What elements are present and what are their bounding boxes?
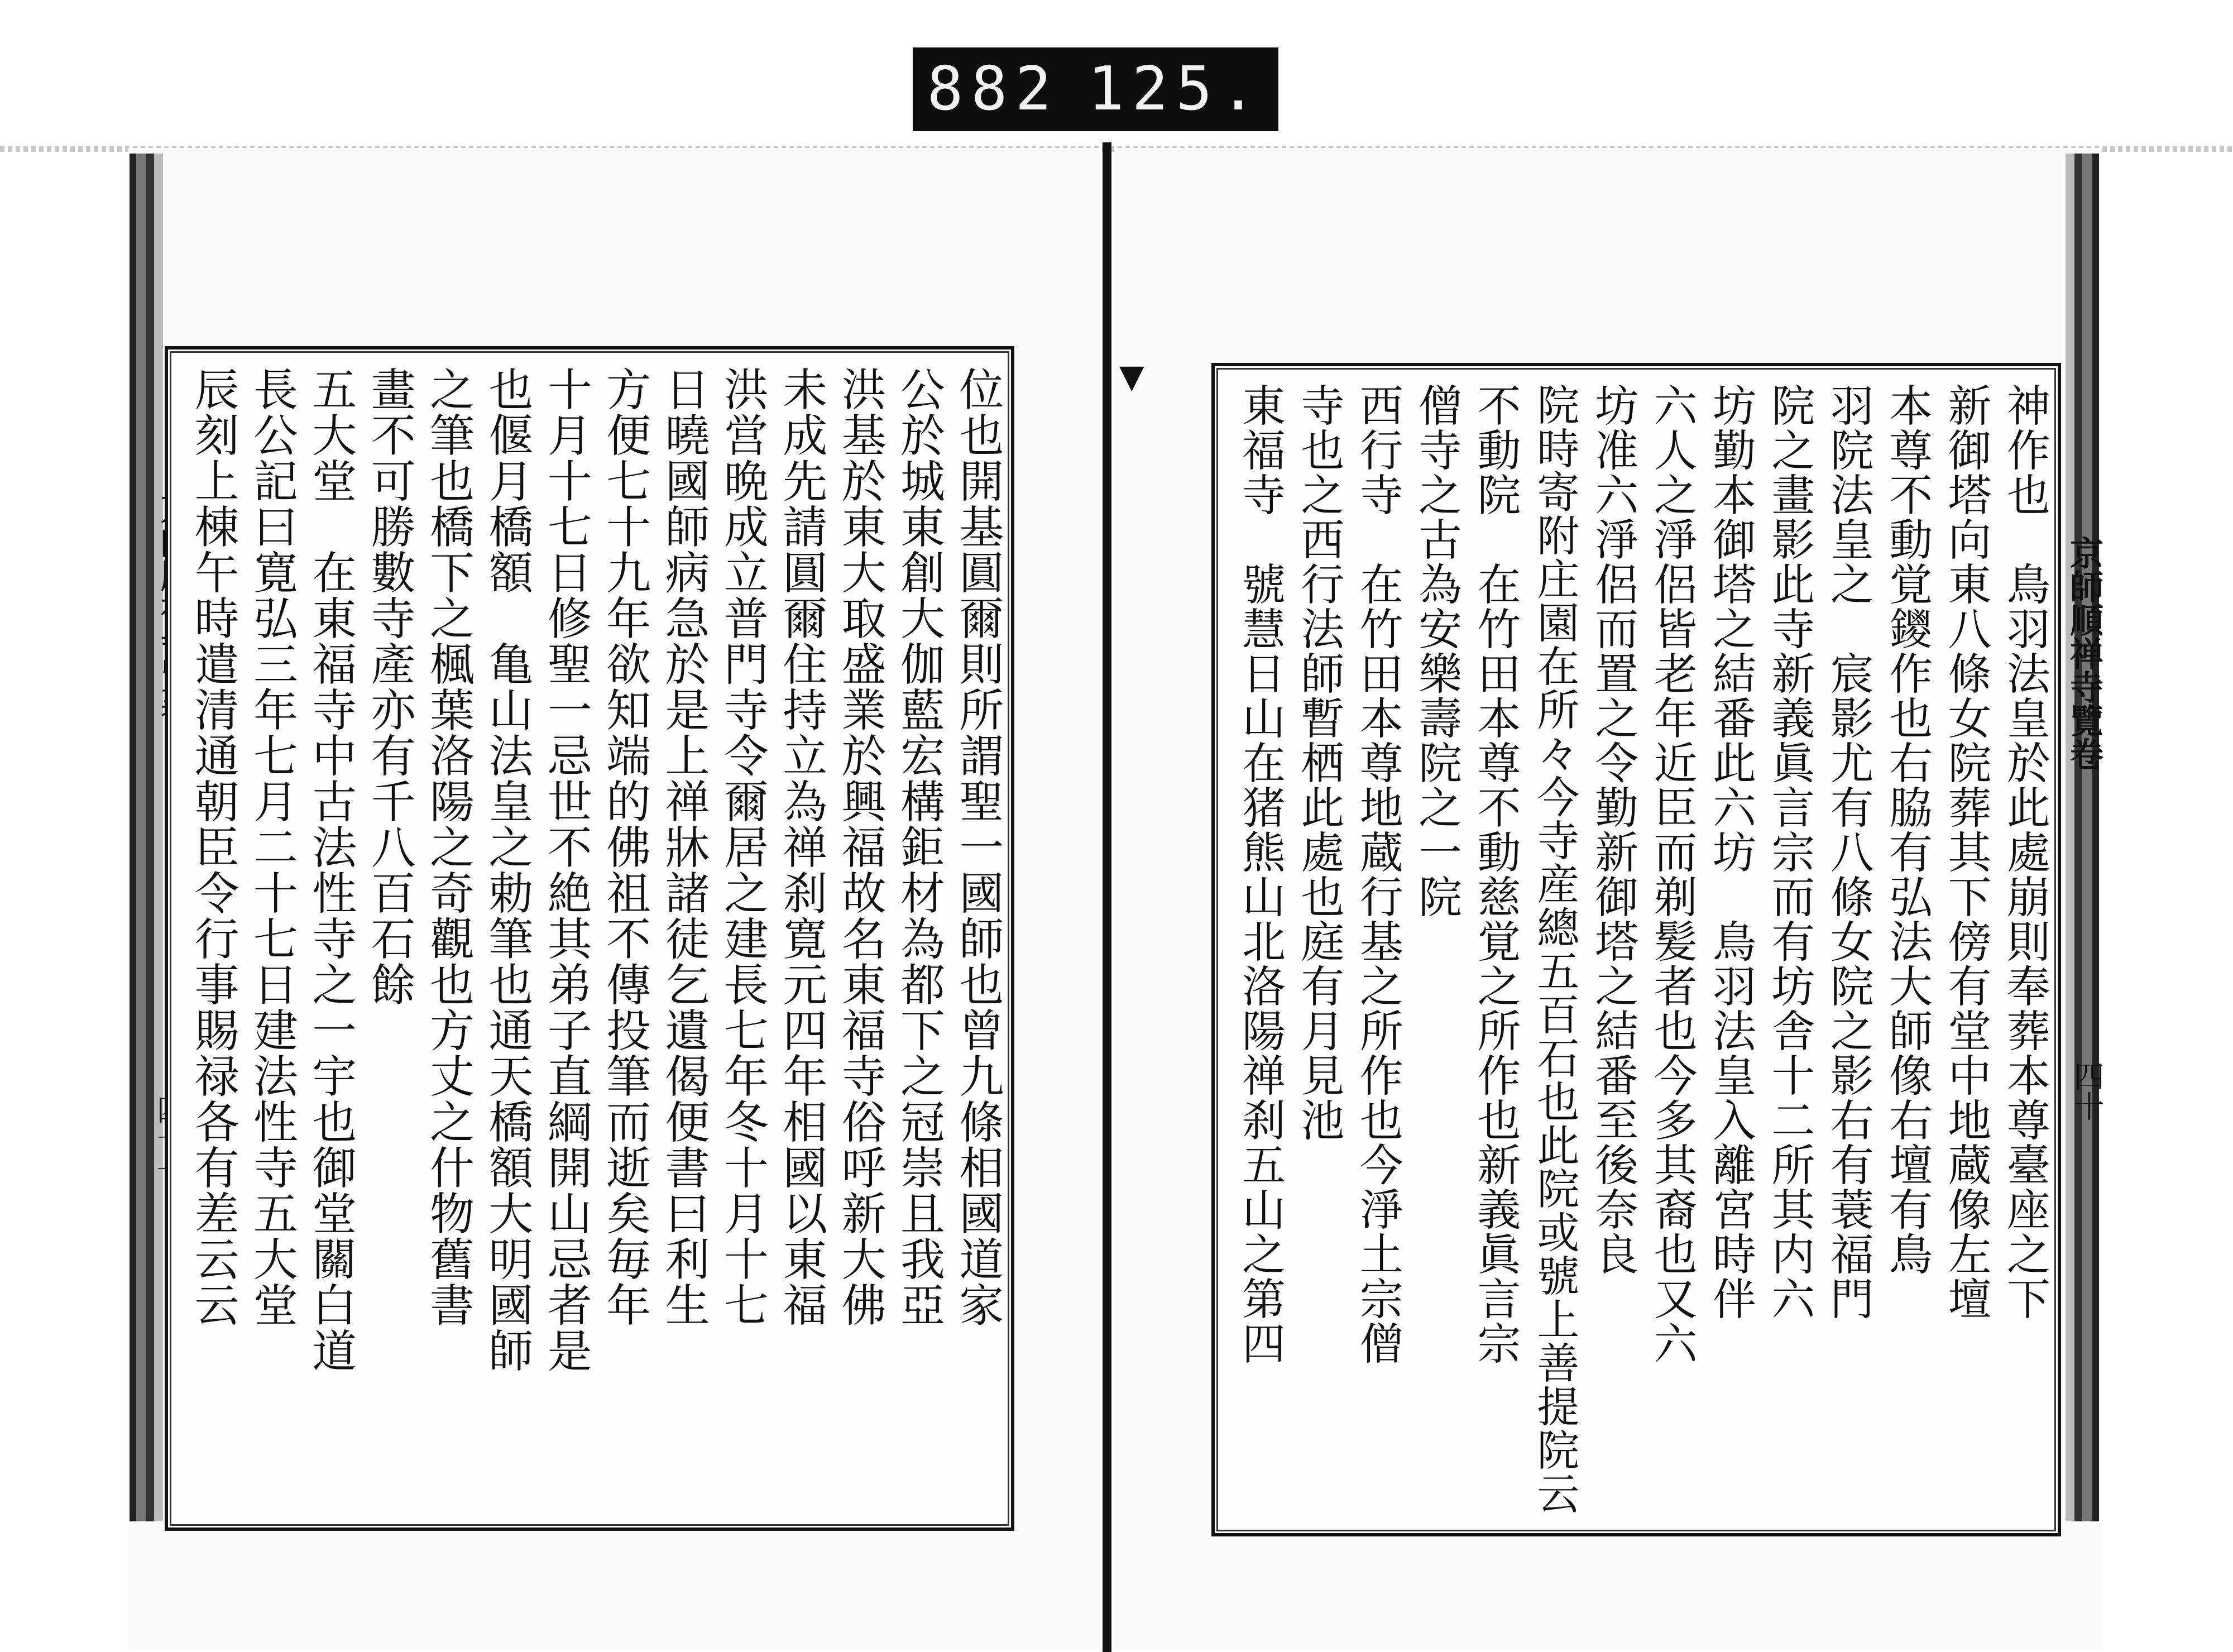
left-column-1: 位也開基圓爾則所謂聖一國師也曾九條相國道家 <box>951 366 1004 1328</box>
right-column-8: 坊准六淨侶而置之令勤新御塔之結番至後奈良 <box>1588 383 1638 1276</box>
right-text-columns <box>1226 383 2050 1516</box>
left-column-14: 辰刻上棟午時遣清通朝臣令行事賜禄各有差云云 <box>187 366 239 1328</box>
left-column-6: 日曉國師病急於是上禅牀諸徒乞遺偈便書曰利生 <box>658 366 710 1328</box>
left-column-3: 洪基於東大取盛業於興福故名東福寺俗呼新大佛 <box>834 366 887 1328</box>
right-column-1: 神作也 鳥羽法皇於此處崩則奉葬本尊臺座之下 <box>1999 383 2050 1321</box>
left-column-8: 十月十七日修聖一忌世不絶其弟子直綱開山忌者是 <box>540 366 592 1373</box>
left-column-4: 未成先請圓爾住持立為禅刹寛元四年相國以東福 <box>775 366 827 1328</box>
left-column-10: 之筆也橋下之楓葉洛陽之奇觀也方丈之什物舊書 <box>422 366 475 1328</box>
left-column-2: 公於城東創大伽藍宏構鉅材為都下之冠崇且我亞 <box>893 366 945 1328</box>
archive-number-left: 882 <box>927 54 1060 124</box>
right-column-11: 僧寺之古為安樂壽院之一院 <box>1411 383 1462 919</box>
left-page-edge <box>130 154 163 1521</box>
right-column-5: 院之畫影此寺新義眞言宗而有坊舎十二所其内六 <box>1764 383 1815 1321</box>
right-column-6: 坊勤本御塔之結番此六坊 鳥羽法皇入離宮時伴 <box>1705 383 1756 1321</box>
right-column-7: 六人之淨侶皆老年近臣而剃髪者也今多其裔也又六 <box>1646 383 1697 1366</box>
left-column-13: 長公記曰寛弘三年七月二十七日建法性寺五大堂 <box>246 366 298 1328</box>
right-column-14: 東福寺 號慧日山在猪熊山北洛陽禅刹五山之第四 <box>1235 383 1285 1366</box>
left-column-12: 五大堂 在東福寺中古法性寺之一宇也御堂關白道 <box>304 366 357 1373</box>
right-column-9: 院時寄附庄園在所々今寺産總五百石也此院或號上善提院云 <box>1530 383 1580 1515</box>
left-column-9: 也偃月橋額 亀山法皇之勅筆也通天橋額大明國師 <box>481 366 533 1373</box>
right-page-edge <box>2066 154 2099 1521</box>
archive-label <box>913 47 1278 131</box>
archive-number-right: 125. <box>1087 54 1264 124</box>
right-text-frame <box>1211 363 2061 1536</box>
left-text-frame <box>165 346 1014 1531</box>
right-column-4: 羽院法皇之 宸影尤有八條女院之影右有蓑福門 <box>1823 383 1873 1321</box>
right-column-10: 不動院 在竹田本尊不動慈覚之所作也新義眞言宗 <box>1470 383 1521 1366</box>
left-column-5: 洪営晩成立普門寺令爾居之建長七年冬十月十七 <box>716 366 769 1328</box>
left-text-columns <box>179 366 1004 1511</box>
left-column-7: 方便七十九年欲知端的佛祖不傳投筆而逝矣毎年 <box>598 366 651 1328</box>
right-column-13: 寺也之西行法師暫栖此處也庭有月見池 <box>1293 383 1344 1142</box>
right-column-12: 西行寺 在竹田本尊地蔵行基之所作也今淨土宗僧 <box>1352 383 1403 1366</box>
left-column-11: 畫不可勝數寺產亦有千八百石餘 <box>363 366 416 1007</box>
book-spine-divider <box>1103 142 1111 1652</box>
right-column-2: 新御塔向東八條女院葬其下傍有堂中地蔵像左壇 <box>1940 383 1991 1321</box>
right-margin-title: 京師順禅寺覽卷 <box>2064 536 2103 770</box>
fold-mark: ▼ <box>1119 357 1144 395</box>
right-folio: 四十 <box>2069 1061 2105 1121</box>
right-column-3: 本尊不動覚鑁作也右脇有弘法大師像右壇有鳥 <box>1882 383 1933 1276</box>
